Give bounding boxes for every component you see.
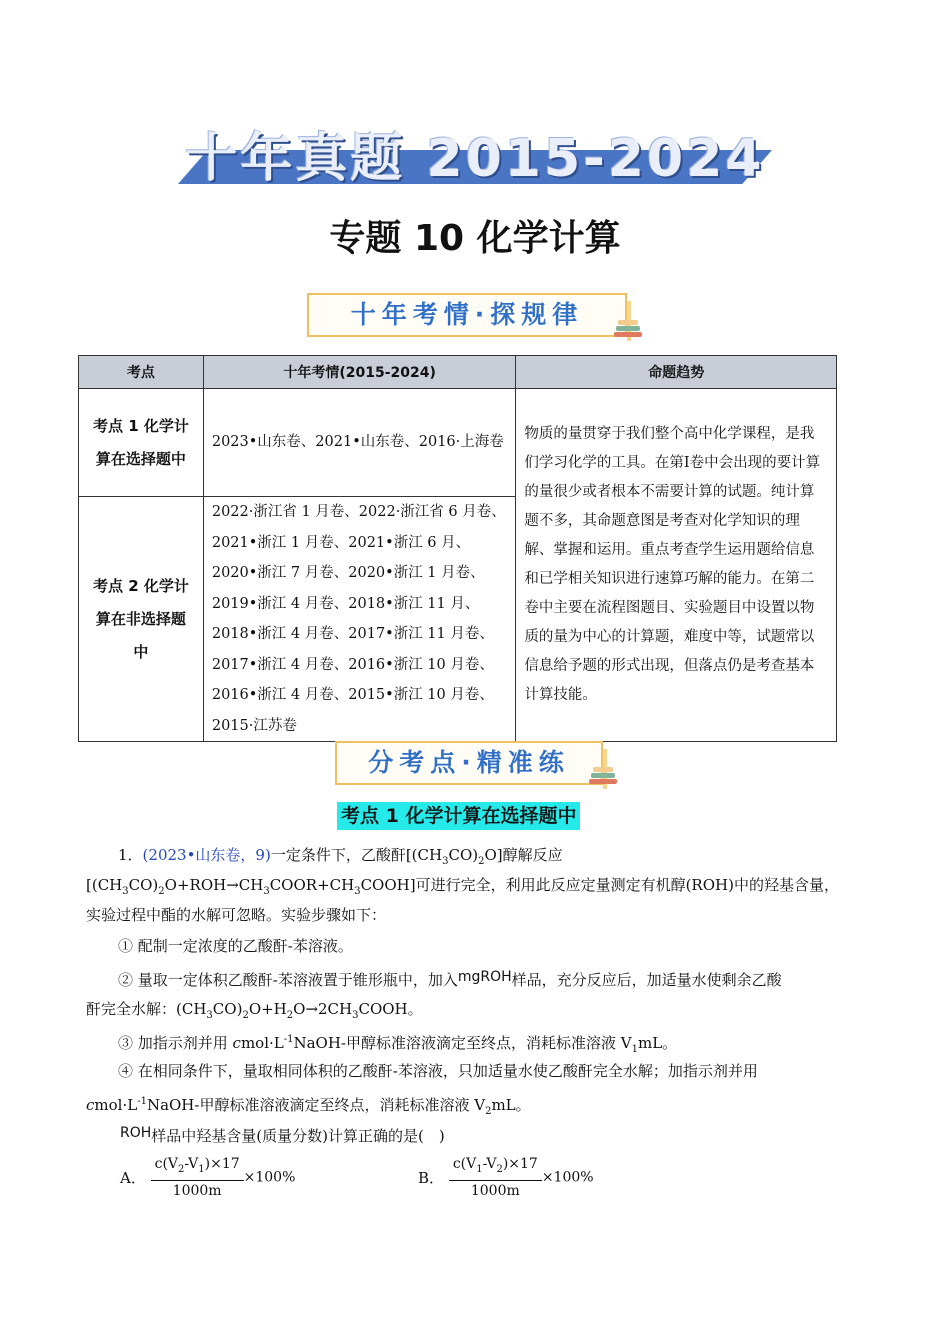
years-cell: 2022·浙江省 1 月卷、2022·浙江省 6 月卷、2021•浙江 1 月卷、2021•浙江 6 月、2020•浙江 7 月卷、2020•浙江 1 月卷、2019•浙江 4 月卷、2018•浙江 11 月、2018•浙江 4 月卷、2017•浙江 11 月卷、2017•浙江 4 月卷、2016•浙江 10 月卷、2016•浙江 4 月卷、2015•浙江 10 月卷、2015·江苏卷 — [203, 497, 516, 742]
banner — [178, 112, 772, 189]
question-intro: 1．(2023•山东卷，9)一定条件下，乙酸酐$[(CH_3CO)_2O]$醇解反应 — [86, 845, 876, 872]
option-a[interactable] — [120, 1154, 295, 1201]
section-badge-practice — [335, 741, 603, 785]
step-4: ④ 在相同条件下，量取相同体积的乙酸酐-苯溶液，只加适量水使乙酸酐完全水解；加指示剂并用 — [118, 1062, 758, 1080]
formula-denominator: 1000m — [470, 1182, 520, 1199]
option-b-label: B． — [418, 1168, 445, 1187]
badge-label: 分考点·精准练 — [368, 748, 570, 777]
books-icon — [612, 318, 644, 340]
step-3: ③ 加指示剂并用 $cmol\cdot L^{-1}NaOH-$甲醇标准溶液滴定至终点，消耗标准溶液 $V_1mL$。 — [118, 1034, 678, 1055]
page-title: 专题 10 化学计算 — [329, 218, 621, 259]
option-b[interactable] — [418, 1154, 594, 1201]
trends-table — [78, 355, 837, 742]
books-icon — [587, 765, 619, 787]
section-badge-trends — [307, 293, 627, 337]
step-4-cont: $cmol\cdot L^{-1}NaOH-$甲醇标准溶液滴定至终点，消耗标准溶液 $V_2mL$。 — [86, 1096, 531, 1117]
roh-label: ROH — [120, 1125, 152, 1141]
formula-denominator: 1000m — [172, 1182, 222, 1199]
step-2-cont: 酐完全水解：$(CH_3CO)_2O+H_2O\to 2CH_3COOH$。 — [86, 1000, 423, 1021]
banner-text: 十年真题 2015-2024 — [185, 129, 765, 189]
section-heading: 考点 1 化学计算在选择题中 — [337, 802, 580, 830]
step-2: ② 量取一定体积乙酸酐-苯溶液置于锥形瓶中，加入mgROH样品，充分反应后，加适量水使剩余乙酸 — [118, 969, 782, 989]
formula-factor: ×100% — [243, 1169, 296, 1186]
table-header: 命题趋势 — [516, 356, 837, 389]
option-a-label: A． — [120, 1168, 146, 1187]
reaction-note: 实验过程中酯的水解可忽略。实验步骤如下： — [86, 906, 387, 924]
step-1: ① 配制一定浓度的乙酸酐-苯溶液。 — [118, 937, 353, 955]
sample-mass: mgROH — [457, 969, 512, 985]
topic-cell: 考点 1 化学计算在选择题中 — [79, 389, 204, 497]
question-source: (2023•山东卷，9) — [142, 846, 271, 864]
table-header: 考点 — [79, 356, 204, 389]
table-row — [79, 389, 837, 497]
formula-factor: ×100% — [541, 1169, 594, 1186]
trend-cell: 物质的量贯穿于我们整个高中化学课程，是我们学习化学的工具。在第Ⅰ卷中会出现的要计算的量很少或者根本不需要计算的试题。纯计算题不多，其命题意图是考查对化学知识的理解、掌握和运用。重点考查学生运用题给信息和已学相关知识进行速算巧解的能力。在第二卷中主要在流程图题目、实验题目中设置以物质的量为中心的计算题，难度中等，试题常以信息给予题的形式出现，但落点仍是考查基本计算技能。 — [516, 389, 837, 742]
badge-label: 十年考情·探规律 — [350, 300, 584, 329]
question-intro-text: 一定条件下，乙酸酐[(CH — [270, 846, 443, 864]
years-cell: 2023•山东卷、2021•山东卷、2016·上海卷 — [203, 389, 516, 497]
formula-a: $\frac{c(V_2-V_1)\times 17}{1000m}$ — [151, 1154, 244, 1201]
formula-b: $\frac{c(V_1-V_2)\times 17}{1000m}$ — [449, 1154, 542, 1201]
table-header-row — [79, 356, 837, 389]
question-stem — [120, 1123, 910, 1146]
question-number: 1． — [118, 846, 143, 864]
topic-cell: 考点 2 化学计算在非选择题中 — [79, 497, 204, 742]
reaction-line: $[(CH_3CO)_2O+ROH\to CH_3COOR+CH_3COOH]$可进行完全，利用此反应定量测定有机醇(ROH)中的羟基含量， — [86, 876, 839, 897]
question-stem-text: 样品中羟基含量(质量分数)计算正确的是( ) — [151, 1127, 445, 1145]
table-header: 十年考情(2015-2024) — [203, 356, 516, 389]
